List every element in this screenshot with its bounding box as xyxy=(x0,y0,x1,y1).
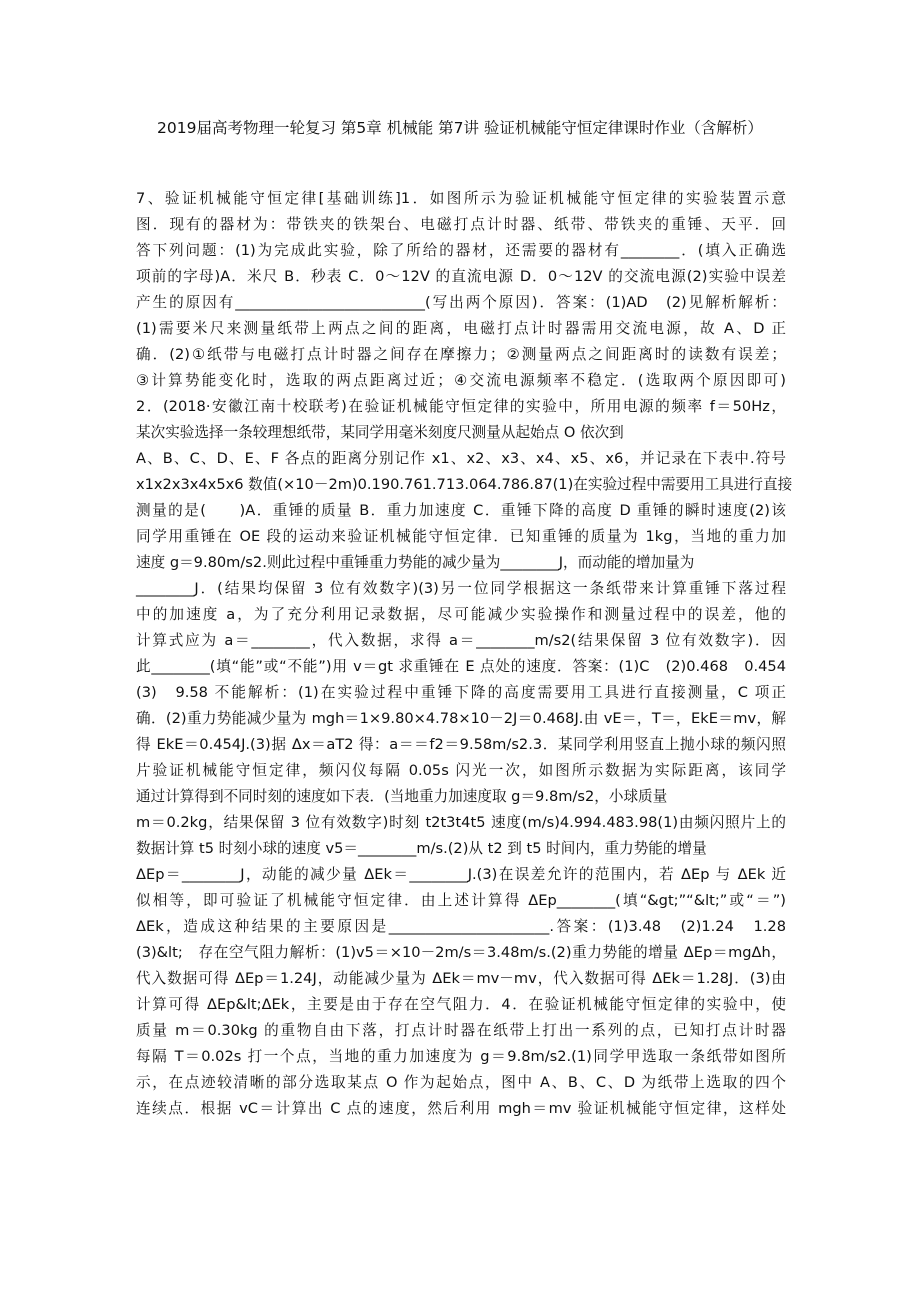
text-line: 中的加速度 a，为了充分利用记录数据，尽可能减少实验操作和测量过程中的误差，他的 xyxy=(136,606,786,623)
text-line: 得 EkE＝0.454J.(3)据 Δx＝aT2 得：a＝＝f2＝9.58m/s2.3．某同学利用竖直上抛小球的频闪照 xyxy=(136,736,786,753)
text-line: 答下列问题：(1)为完成此实验，除了所给的器材，还需要的器材有________．(填入正确选 xyxy=(136,242,786,259)
text-line: 质量 m＝0.30kg 的重物自由下落，打点计时器在纸带上打出一系列的点，已知打点计时器 xyxy=(136,1022,786,1039)
text-line: ③计算势能变化时，选取的两点距离过近；④交流电源频率不稳定．(选取两个原因即可) xyxy=(136,372,786,389)
text-line: 2．(2018·安徽江南十校联考)在验证机械能守恒定律的实验中，所用电源的频率 f＝50Hz， xyxy=(136,398,786,415)
document-body xyxy=(136,186,793,1122)
text-line: (3) 9.58 不能解析：(1)在实验过程中重锤下降的高度需要用工具进行直接测量，C 项正 xyxy=(136,684,786,701)
text-line: 同学用重锤在 OE 段的运动来验证机械能守恒定律．已知重锤的质量为 1kg，当地的重力加 xyxy=(136,528,786,545)
text-line: 代入数据可得 ΔEp＝1.24J，动能减少量为 ΔEk＝mv－mv，代入数据可得 ΔEk＝1.28J．(3)由 xyxy=(136,970,786,987)
text-line: 计算式应为 a＝________，代入数据，求得 a＝________m/s2(结果保留 3 位有效数字)．因 xyxy=(136,632,786,649)
text-line: 测量的是( )A．重锤的质量 B．重力加速度 C．重锤下降的高度 D 重锤的瞬时速度(2)该 xyxy=(136,502,786,519)
text-line: 项前的字母)A．米尺 B．秒表 C．0～12V 的直流电源 D．0～12V 的交流电源(2)实验中误差 xyxy=(136,268,786,285)
text-line: x1x2x3x4x5x6 数值(×10－2m)0.190.761.713.064.786.87(1)在实验过程中需要用工具进行直接 xyxy=(136,476,793,493)
text-line: ΔEk，造成这种结果的主要原因是______________________.答案：(1)3.48 (2)1.24 1.28 xyxy=(136,918,786,935)
text-line: 某次实验选择一条较理想纸带，某同学用毫米刻度尺测量从起始点 O 依次到 xyxy=(136,424,624,441)
text-line: ________J．(结果均保留 3 位有效数字)(3)另一位同学根据这一条纸带来计算重锤下落过程 xyxy=(136,580,786,597)
text-line: 通过计算得到不同时刻的速度如下表．(当地重力加速度取 g＝9.8m/s2，小球质量 xyxy=(136,788,668,805)
text-line: 产生的原因有__________________________(写出两个原因)．答案：(1)AD (2)见解析解析： xyxy=(136,294,786,311)
document-title: 2019届高考物理一轮复习 第5章 机械能 第7讲 验证机械能守恒定律课时作业（含解析） xyxy=(157,119,763,137)
text-line: 每隔 T＝0.02s 打一个点，当地的重力加速度为 g＝9.8m/s2.(1)同学甲选取一条纸带如图所 xyxy=(136,1048,786,1065)
text-line: 速度 g＝9.80m/s2.则此过程中重锤重力势能的减少量为________J，而动能的增加量为 xyxy=(136,554,695,571)
text-line: 图．现有的器材为：带铁夹的铁架台、电磁打点计时器、纸带、带铁夹的重锤、天平．回 xyxy=(136,216,786,233)
text-line: A、B、C、D、E、F 各点的距离分别记作 x1、x2、x3、x4、x5、x6，并记录在下表中.符号 xyxy=(136,450,786,467)
text-line: 计算可得 ΔEp&lt;ΔEk，主要是由于存在空气阻力．4．在验证机械能守恒定律的实验中，使 xyxy=(136,996,786,1013)
text-line: 片验证机械能守恒定律，频闪仪每隔 0.05s 闪光一次，如图所示数据为实际距离，该同学 xyxy=(136,762,786,779)
text-line: (3)&lt; 存在空气阻力解析：(1)v5＝×10－2m/s＝3.48m/s.(2)重力势能的增量 ΔEp＝mgΔh， xyxy=(136,944,786,961)
text-line: 示，在点迹较清晰的部分选取某点 O 作为起始点，图中 A、B、C、D 为纸带上选取的四个 xyxy=(136,1074,786,1091)
text-line: 此________(填“能”或“不能”)用 v＝gt 求重锤在 E 点处的速度．答案：(1)C (2)0.468 0.454 xyxy=(136,658,786,675)
text-line: 连续点．根据 vC＝计算出 C 点的速度，然后利用 mgh＝mv 验证机械能守恒定律，这样处 xyxy=(136,1100,786,1117)
text-line: 确．(2)重力势能减少量为 mgh＝1×9.80×4.78×10－2J＝0.468J.由 vE＝，T＝，EkE＝mv，解 xyxy=(136,710,786,727)
text-line: 7、验证机械能守恒定律[基础训练]1．如图所示为验证机械能守恒定律的实验装置示意 xyxy=(136,190,786,207)
text-line: 数据计算 t5 时刻小球的速度 v5＝________m/s.(2)从 t2 到 t5 时间内，重力势能的增量 xyxy=(136,840,707,857)
text-line: m＝0.2kg，结果保留 3 位有效数字)时刻 t2t3t4t5 速度(m/s)4.994.483.98(1)由频闪照片上的 xyxy=(136,814,786,831)
text-line: 似相等，即可验证了机械能守恒定律．由上述计算得 ΔEp________(填“&gt;”“&lt;”或“＝”) xyxy=(136,892,786,909)
text-line: ΔEp＝________J，动能的减少量 ΔEk＝________J.(3)在误差允许的范围内，若 ΔEp 与 ΔEk 近 xyxy=(136,866,786,883)
text-line: (1)需要米尺来测量纸带上两点之间的距离，电磁打点计时器需用交流电源，故 A、D 正 xyxy=(136,320,786,337)
text-line: 确．(2)①纸带与电磁打点计时器之间存在摩擦力；②测量两点之间距离时的读数有误差； xyxy=(136,346,786,363)
